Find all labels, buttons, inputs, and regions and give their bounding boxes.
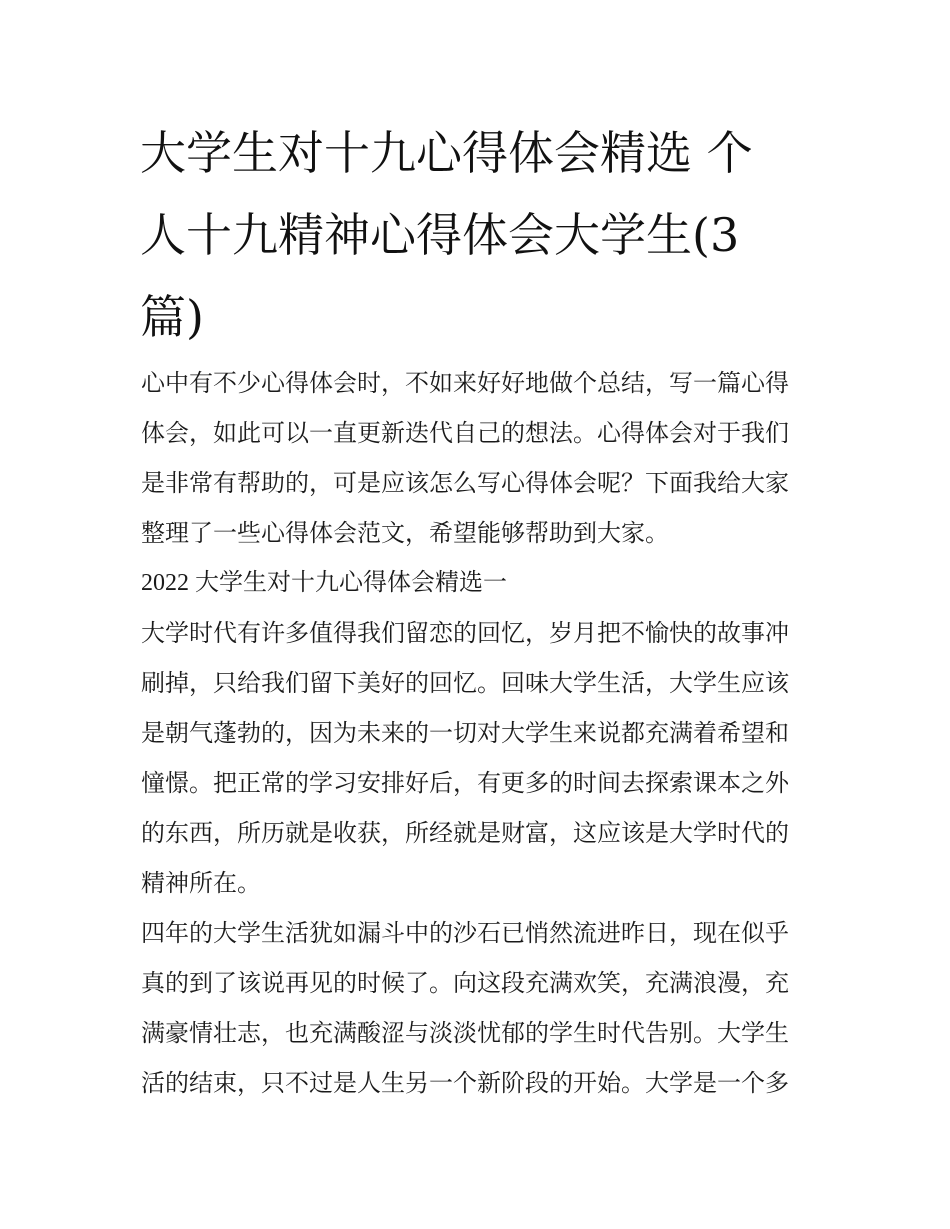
intro-line: 整理了一些心得体会范文，希望能够帮助到大家。: [141, 519, 669, 547]
paragraph-line: 的东西，所历就是收获，所经就是财富，这应该是大学时代的: [141, 819, 789, 847]
paragraph-line: 活的结束，只不过是人生另一个新阶段的开始。大学是一个多: [141, 1069, 789, 1097]
paragraph-2: [141, 908, 811, 1108]
title-line: 大学生对十九心得体会精选 个: [140, 126, 753, 180]
paragraph-line: 憧憬。把正常的学习安排好后，有更多的时间去探索课本之外: [141, 769, 789, 797]
paragraph-line: 满豪情壮志，也充满酸涩与淡淡忧郁的学生时代告别。大学生: [141, 1019, 789, 1047]
paragraph-line: 刷掉，只给我们留下美好的回忆。回味大学生活，大学生应该: [141, 669, 789, 697]
paragraph-line: 四年的大学生活犹如漏斗中的沙石已悄然流进昨日，现在似乎: [141, 919, 789, 947]
paragraph-line: 大学时代有许多值得我们留恋的回忆，岁月把不愉快的故事冲: [141, 619, 789, 647]
intro-paragraph: [141, 358, 811, 558]
section-heading: [141, 558, 811, 608]
section-heading-text: 2022 大学生对十九心得体会精选一: [141, 570, 507, 596]
intro-line: 心中有不少心得体会时，不如来好好地做个总结，写一篇心得: [141, 369, 789, 397]
intro-line: 是非常有帮助的，可是应该怎么写心得体会呢？下面我给大家: [141, 469, 789, 497]
title-line: 篇): [140, 290, 204, 344]
paragraph-1: [141, 608, 811, 908]
intro-line: 体会，如此可以一直更新迭代自己的想法。心得体会对于我们: [141, 419, 789, 447]
title-line: 人十九精神心得体会大学生(3: [140, 208, 740, 262]
paragraph-line: 精神所在。: [141, 869, 261, 897]
paragraph-line: 真的到了该说再见的时候了。向这段充满欢笑，充满浪漫，充: [141, 969, 789, 997]
paragraph-line: 是朝气蓬勃的，因为未来的一切对大学生来说都充满着希望和: [141, 719, 789, 747]
document-title: [140, 112, 820, 358]
document-body: [141, 358, 811, 1108]
